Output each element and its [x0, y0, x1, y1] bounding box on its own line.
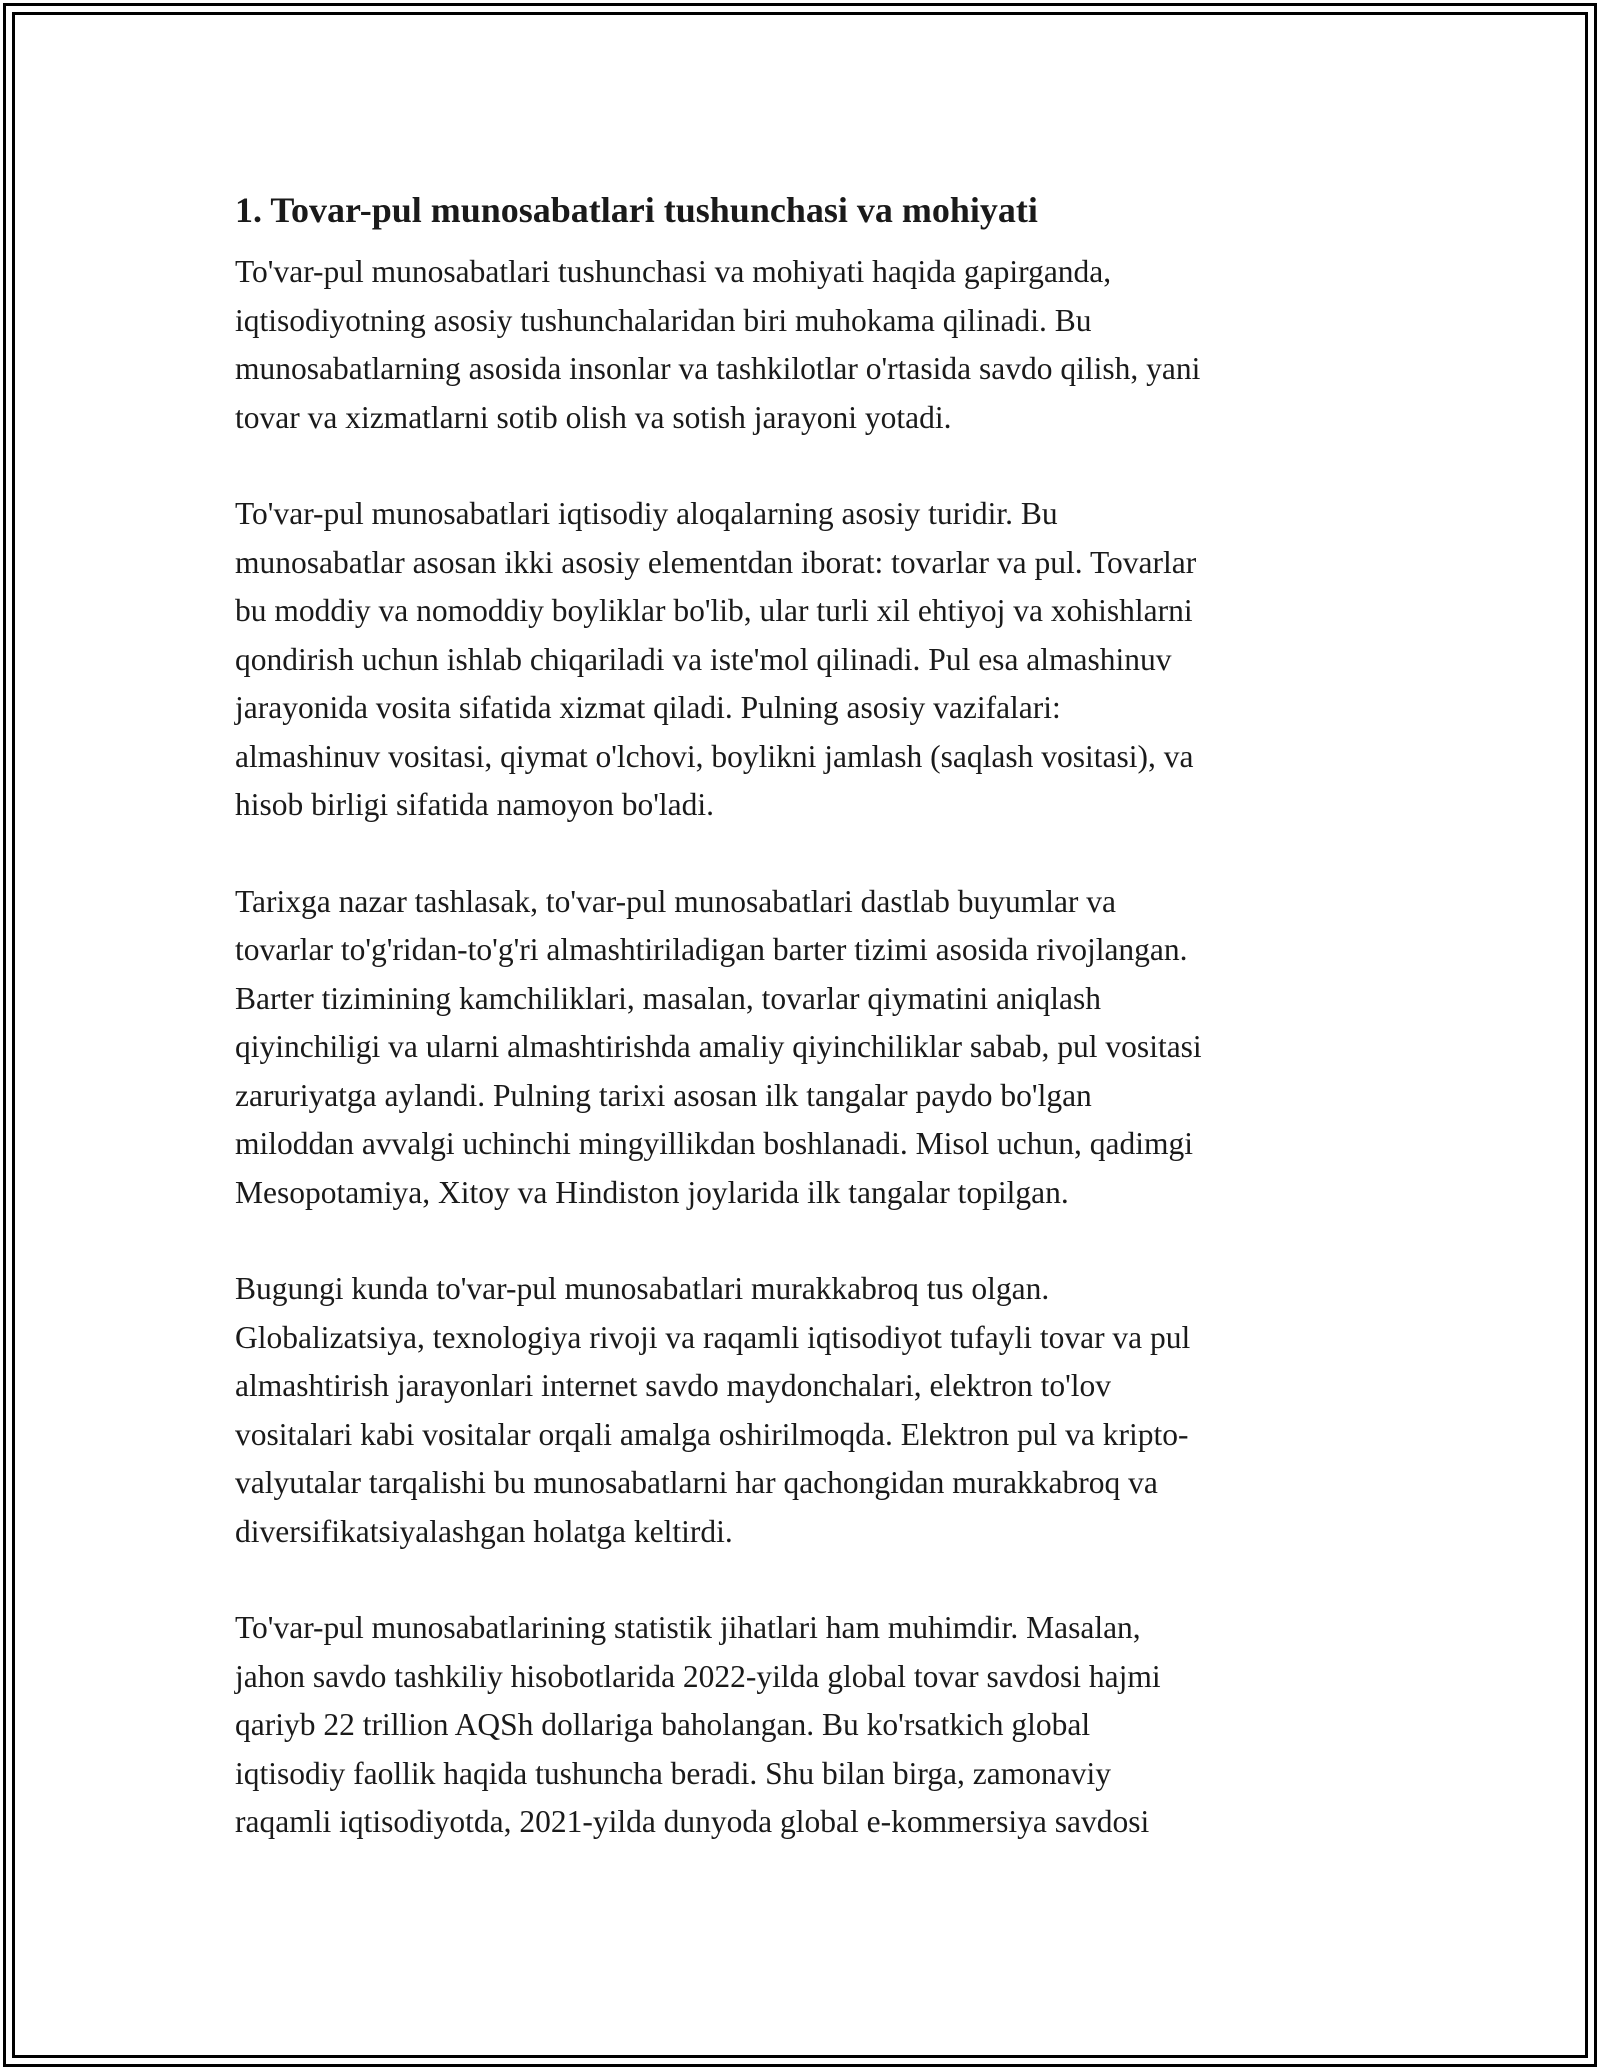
paragraph-line: miloddan avvalgi uchinchi mingyillikdan boshlanadi. Misol uchun, qadimgi — [235, 1126, 1193, 1161]
paragraph-line: tovarlar to'g'ridan-to'g'ri almashtiriladigan barter tizimi asosida rivojlangan. — [235, 932, 1188, 967]
paragraph-line: tovar va xizmatlarni sotib olish va sotish jarayoni yotadi. — [235, 399, 952, 435]
paragraph-line: To'var-pul munosabatlari iqtisodiy aloqalarning asosiy turidir. Bu — [235, 496, 1058, 531]
paragraph-line: jahon savdo tashkiliy hisobotlarida 2022-yilda global tovar savdosi hajmi — [235, 1658, 1161, 1694]
paragraph-line: Globalizatsiya, texnologiya rivoji va raqamli iqtisodiyot tufayli tovar va pul — [235, 1319, 1191, 1355]
paragraph-line: qondirish uchun ishlab chiqariladi va iste'mol qilinadi. Pul esa almashinuv — [235, 641, 1172, 677]
document-body — [235, 186, 1365, 1895]
paragraph-line: munosabatlar asosan ikki asosiy elementdan iborat: tovarlar va pul. Tovarlar — [235, 544, 1197, 580]
paragraph-line: munosabatlarning asosida insonlar va tashkilotlar o'rtasida savdo qilish, yani — [235, 351, 1201, 386]
paragraph-line: almashtirish jarayonlari internet savdo maydonchalari, elektron to'lov — [235, 1368, 1112, 1403]
paragraph-line: bu moddiy va nomoddiy boyliklar bo'lib, ular turli xil ehtiyoj va xohishlarni — [235, 593, 1193, 628]
paragraph-line: Bugungi kunda to'var-pul munosabatlari murakkabroq tus olgan. — [235, 1271, 1050, 1306]
paragraph-line: qiyinchiligi va ularni almashtirishda amaliy qiyinchiliklar sabab, pul vositasi — [235, 1029, 1202, 1064]
paragraph-line: iqtisodiyotning asosiy tushunchalaridan biri muhokama qilinadi. Bu — [235, 302, 1092, 338]
paragraph-line: valyutalar tarqalishi bu munosabatlarni har qachongidan murakkabroq va — [235, 1465, 1158, 1500]
section-heading: 1. Tovar-pul munosabatlari tushunchasi va mohiyati — [235, 190, 1038, 230]
paragraph-line: zaruriyatga aylandi. Pulning tarixi asosan ilk tangalar paydo bo'lgan — [235, 1077, 1092, 1113]
paragraph-line: jarayonida vosita sifatida xizmat qiladi. Pulning asosiy vazifalari: — [235, 690, 1061, 725]
paragraph-1 — [235, 248, 1365, 442]
paragraph-line: Tarixga nazar tashlasak, to'var-pul munosabatlari dastlab buyumlar va — [235, 883, 1117, 919]
paragraph-5 — [235, 1604, 1365, 1847]
paragraph-line: Mesopotamiya, Xitoy va Hindiston joylarida ilk tangalar topilgan. — [235, 1174, 1069, 1210]
paragraph-line: qariyb 22 trillion AQSh dollariga baholangan. Bu ko'rsatkich global — [235, 1707, 1091, 1742]
paragraph-line: vositalari kabi vositalar orqali amalga oshirilmoqda. Elektron pul va kripto- — [235, 1416, 1189, 1452]
paragraph-line: To'var-pul munosabatlari tushunchasi va mohiyati haqida gapirganda, — [235, 254, 1112, 289]
paragraph-3 — [235, 878, 1365, 1218]
paragraph-line: hisob birligi sifatida namoyon bo'ladi. — [235, 787, 714, 822]
paragraph-line: diversifikatsiyalashgan holatga keltirdi. — [235, 1513, 733, 1549]
paragraph-line: almashinuv vositasi, qiymat o'lchovi, boylikni jamlash (saqlash vositasi), va — [235, 738, 1194, 774]
paragraph-4 — [235, 1265, 1365, 1556]
paragraph-line: raqamli iqtisodiyotda, 2021-yilda dunyoda global e-kommersiya savdosi — [235, 1804, 1150, 1839]
paragraph-line: To'var-pul munosabatlarining statistik jihatlari ham muhimdir. Masalan, — [235, 1610, 1141, 1645]
paragraph-line: iqtisodiy faollik haqida tushuncha beradi. Shu bilan birga, zamonaviy — [235, 1755, 1111, 1791]
paragraph-2 — [235, 490, 1365, 830]
paragraph-line: Barter tizimining kamchiliklari, masalan, tovarlar qiymatini aniqlash — [235, 980, 1102, 1016]
